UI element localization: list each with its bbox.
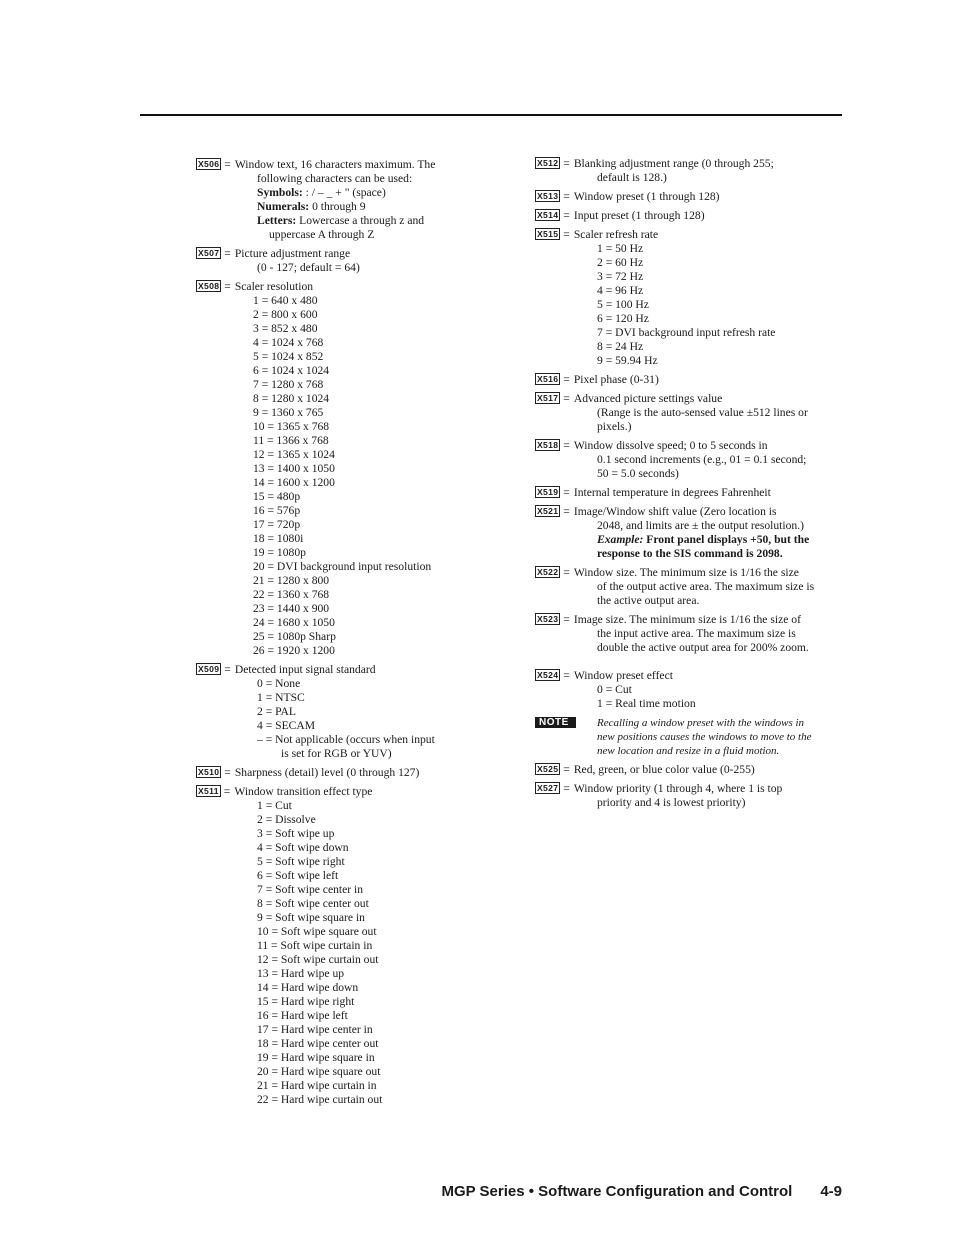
list-item: 14 = 1600 x 1200	[253, 476, 335, 489]
entry-x509: X509 = Detected input signal standard 0 = None 1 = NTSC 2 = PAL 4 = SECAM – = Not applicable (occurs when input is set for RGB or YUV)	[196, 663, 496, 761]
list-item: 9 = 59.94 Hz	[597, 354, 658, 367]
list-item: 1 = Real time motion	[597, 697, 696, 710]
list-item: 8 = Soft wipe center out	[257, 897, 369, 910]
entry-x510: X510 = Sharpness (detail) level (0 through 127)	[198, 766, 420, 779]
list-item: 17 = Hard wipe center in	[257, 1023, 373, 1036]
entry-x516: X516 = Pixel phase (0-31)	[537, 373, 659, 386]
list-item: 0 = Cut	[597, 683, 632, 696]
variable-code: X519	[537, 487, 559, 497]
entry-x508: X508 = Scaler resolution 1 = 640 x 480 2 = 800 x 600 3 = 852 x 480 4 = 1024 x 768 5 = 1024 x 852 6 = 1024 x 1024 7 = 1280 x 768 8 = 1280 x 1024 9 = 1360 x 765 10 = 1365 x 768 11 = 1366 x 768 12 = 1365 x 1024 13 = 1400 x 1050 14 = 1600 x 1200 15 = 480p 16 = 576p 17 = 720p 18 = 1080i 19 = 1080p 20 = DVI background input resolution 21 = 1280 x 800 22 = 1360 x 768 23 = 1440 x 900 24 = 1680 x 1050 25 = 1080p Sharp 26 = 1920 x 1200	[196, 280, 496, 658]
list-item: 16 = 576p	[253, 504, 301, 517]
list-item: 18 = Hard wipe center out	[257, 1037, 379, 1050]
variable-code: X510	[198, 767, 220, 777]
list-item: 14 = Hard wipe down	[257, 981, 359, 994]
entry-x517: X517 = Advanced picture settings value (Range is the auto-sensed value ±512 lines or pixels.)	[537, 392, 808, 433]
variable-code: X512	[537, 158, 559, 168]
list-item: 15 = Hard wipe right	[257, 995, 355, 1008]
list-item: 3 = 852 x 480	[253, 322, 318, 335]
list-item: 4 = 96 Hz	[597, 284, 644, 297]
entry-x518: X518 = Window dissolve speed; 0 to 5 seconds in 0.1 second increments (e.g., 01 = 0.1 second; 50 = 5.0 seconds)	[537, 439, 807, 480]
list-item: 23 = 1440 x 900	[253, 602, 330, 615]
list-item: 19 = 1080p	[253, 546, 306, 559]
entry-x515: X515 = Scaler refresh rate 1 = 50 Hz 2 = 60 Hz 3 = 72 Hz 4 = 96 Hz 5 = 100 Hz 6 = 120 Hz 7 = DVI background input refresh rate 8 = 24 Hz 9 = 59.94 Hz	[535, 228, 845, 368]
transition-effect-list	[196, 799, 496, 1107]
variable-code: X508	[198, 281, 220, 291]
note-block	[535, 716, 845, 758]
list-item: 6 = 120 Hz	[597, 312, 649, 325]
list-item: 0 = None	[257, 677, 301, 690]
resolution-list	[196, 294, 496, 658]
list-item: 4 = 1024 x 768	[253, 336, 324, 349]
footer-title: MGP Series • Software Configuration and Control	[441, 1183, 793, 1200]
entry-x521: X521 = Image/Window shift value (Zero location is 2048, and limits are ± the output resolution.) Example: Front panel displays +50, but the response to the SIS command is 2098.	[537, 505, 810, 560]
variable-code: X521	[537, 506, 559, 516]
list-item: 7 = Soft wipe center in	[257, 883, 364, 896]
list-item: 1 = 640 x 480	[253, 294, 318, 307]
entry-x519: X519 = Internal temperature in degrees Fahrenheit	[537, 486, 771, 499]
list-item: 25 = 1080p Sharp	[253, 630, 336, 643]
list-item: 12 = 1365 x 1024	[253, 448, 335, 461]
page-footer	[400, 1183, 842, 1200]
entry-x507: X507 = Picture adjustment range (0 - 127; default = 64)	[198, 247, 360, 274]
list-item: 2 = Dissolve	[257, 813, 316, 826]
list-item: 13 = 1400 x 1050	[253, 462, 335, 475]
entry-x522: X522 = Window size. The minimum size is 1/16 the size of the output active area. The maximum size is the active output area.	[537, 566, 815, 607]
list-item: 7 = 1280 x 768	[253, 378, 324, 391]
entry-x512: X512 = Blanking adjustment range (0 through 255; default is 128.)	[537, 157, 774, 184]
list-item: 6 = Soft wipe left	[257, 869, 339, 882]
variable-code: X511	[198, 786, 219, 796]
list-item: 26 = 1920 x 1200	[253, 644, 335, 657]
list-item: 10 = 1365 x 768	[253, 420, 330, 433]
variable-code: X506	[198, 159, 220, 169]
list-item: 5 = 1024 x 852	[253, 350, 324, 363]
list-item: 19 = Hard wipe square in	[257, 1051, 375, 1064]
list-item: 12 = Soft wipe curtain out	[257, 953, 379, 966]
list-item: 13 = Hard wipe up	[257, 967, 345, 980]
list-item: 2 = PAL	[257, 705, 296, 718]
list-item: 4 = Soft wipe down	[257, 841, 349, 854]
preset-effect-list	[535, 683, 845, 711]
entry-text: Window text, 16 characters maximum. The	[234, 158, 436, 171]
list-item: 22 = 1360 x 768	[253, 588, 330, 601]
left-column	[196, 158, 496, 1112]
entry-x523: X523 = Image size. The minimum size is 1/16 the size of the input active area. The maximum size is double the active output area for 200% zoom.	[537, 613, 809, 654]
variable-code: X514	[537, 210, 559, 220]
list-item: 20 = Hard wipe square out	[257, 1065, 381, 1078]
note-text: Recalling a window preset with the windows in new positions causes the windows to move to the new location and resize in a fluid motion.	[597, 717, 812, 757]
list-item: 17 = 720p	[253, 518, 301, 531]
list-item: 3 = 72 Hz	[597, 270, 644, 283]
list-item: 1 = NTSC	[257, 691, 305, 704]
variable-code: X507	[198, 248, 220, 258]
variable-code: X516	[537, 374, 559, 384]
list-item: – = Not applicable (occurs when input	[257, 733, 435, 746]
variable-code: X513	[537, 191, 559, 201]
entry-x513: X513 = Window preset (1 through 128)	[537, 190, 720, 203]
variable-code: X523	[537, 614, 559, 624]
variable-code: X518	[537, 440, 559, 450]
list-item: 8 = 1280 x 1024	[253, 392, 330, 405]
right-column	[535, 157, 845, 815]
list-item: 4 = SECAM	[257, 719, 316, 732]
entry-x525: X525 = Red, green, or blue color value (0-255)	[537, 763, 755, 776]
list-item: 5 = 100 Hz	[597, 298, 649, 311]
header-rule	[140, 114, 842, 116]
variable-code: X509	[198, 664, 220, 674]
entry-x527: X527 = Window priority (1 through 4, where 1 is top priority and 4 is lowest priority)	[537, 782, 783, 809]
list-item: 10 = Soft wipe square out	[257, 925, 377, 938]
variable-code: X522	[537, 567, 559, 577]
list-item: 7 = DVI background input refresh rate	[597, 326, 776, 339]
list-item: 24 = 1680 x 1050	[253, 616, 335, 629]
variable-code: X527	[537, 783, 559, 793]
list-item: 5 = Soft wipe right	[257, 855, 345, 868]
signal-standard-list	[196, 677, 496, 747]
refresh-rate-list	[535, 242, 845, 368]
list-item: 6 = 1024 x 1024	[253, 364, 330, 377]
variable-code: X525	[537, 764, 559, 774]
note-badge: NOTE	[535, 717, 576, 728]
list-item: 18 = 1080i	[253, 532, 304, 545]
list-item: 9 = 1360 x 765	[253, 406, 324, 419]
list-item: 20 = DVI background input resolution	[253, 560, 432, 573]
list-item: 16 = Hard wipe left	[257, 1009, 348, 1022]
list-item: 2 = 800 x 600	[253, 308, 318, 321]
entry-x511: X511 = Window transition effect type 1 = Cut 2 = Dissolve 3 = Soft wipe up 4 = Soft wipe down 5 = Soft wipe right 6 = Soft wipe left 7 = Soft wipe center in 8 = Soft wipe center out 9 = Soft wipe square in 10 = Soft wipe square out 11 = Soft wipe curtain in 12 = Soft wipe curtain out 13 = Hard wipe up 14 = Hard wipe down 15 = Hard wipe right 16 = Hard wipe left 17 = Hard wipe center in 18 = Hard wipe center out 19 = Hard wipe square in 20 = Hard wipe square out 21 = Hard wipe curtain in 22 = Hard wipe curtain out	[196, 785, 496, 1107]
entry-x524: X524 = Window preset effect 0 = Cut 1 = Real time motion	[535, 669, 845, 711]
list-item: 21 = 1280 x 800	[253, 574, 330, 587]
list-item: 1 = Cut	[257, 799, 292, 812]
list-item: 11 = Soft wipe curtain in	[257, 939, 373, 952]
list-item: 3 = Soft wipe up	[257, 827, 335, 840]
page-number: 4-9	[820, 1183, 842, 1200]
variable-code: X515	[537, 229, 559, 239]
list-item: 22 = Hard wipe curtain out	[257, 1093, 383, 1106]
list-item: 11 = 1366 x 768	[253, 434, 329, 447]
list-item: 2 = 60 Hz	[597, 256, 644, 269]
entry-x506: X506 = Window text, 16 characters maximum. The following characters can be used: Symbols: : / – _ + " (space) Numerals: 0 through 9 Letters: Lowercase a through z and uppercase A through Z	[198, 158, 436, 241]
list-item: 9 = Soft wipe square in	[257, 911, 365, 924]
list-item: 15 = 480p	[253, 490, 301, 503]
variable-code: X517	[537, 393, 559, 403]
list-item: 1 = 50 Hz	[597, 242, 644, 255]
list-item: 8 = 24 Hz	[597, 340, 644, 353]
entry-x514: X514 = Input preset (1 through 128)	[537, 209, 705, 222]
list-item: 21 = Hard wipe curtain in	[257, 1079, 377, 1092]
variable-code: X524	[537, 670, 559, 680]
